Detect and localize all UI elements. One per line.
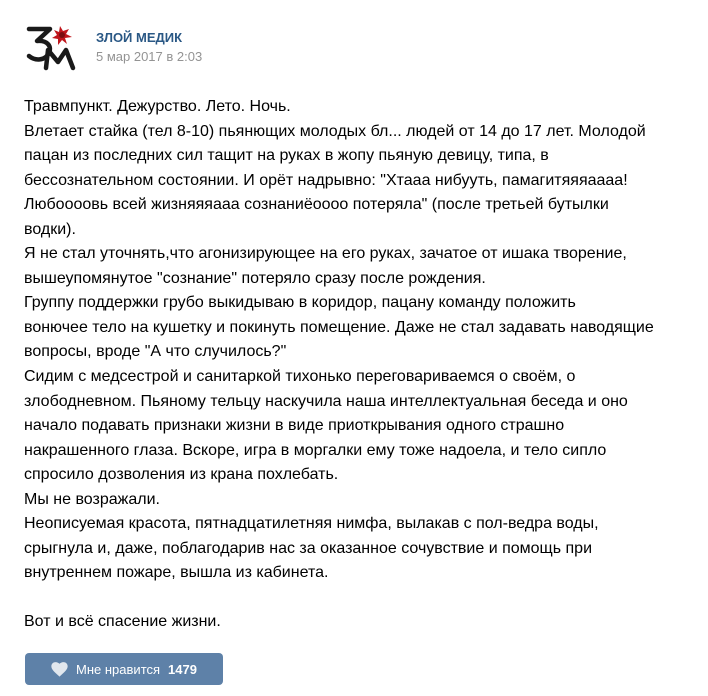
like-label: Мне нравится <box>76 661 161 677</box>
post-line: вышеупомянутое "сознание" потеряло сразу после рождения. <box>24 269 486 287</box>
post-line: срыгнула и, даже, поблагодарив нас за оказанное сочувствие и помощь при <box>24 539 592 557</box>
post-line: вопросы, вроде "А что случилось?" <box>24 343 287 361</box>
like-count: 1479 <box>168 661 197 677</box>
post-date-link[interactable]: 5 мар 2017 в 2:03 <box>96 49 203 64</box>
post-line: бессознательном состоянии. И орёт надрывно: "Хтааа нибууть, памагитяяяаааа! <box>24 171 628 189</box>
post-line: Группу поддержки грубо выкидываю в коридор, пацану команду положить <box>24 294 576 312</box>
post-line: пацан из последних сил тащит на руках в жопу пьяную девицу, типа, в <box>24 147 549 165</box>
author-name-link[interactable]: ЗЛОЙ МЕДИК <box>96 30 183 45</box>
post-closing-line: Вот и всё спасение жизни. <box>24 613 221 631</box>
like-button[interactable] <box>25 653 223 685</box>
post-header <box>24 20 202 74</box>
post-line: Мы не возражали. <box>24 490 160 508</box>
post-line: вонючее тело на кушетку и покинуть помещение. Даже не стал задавать наводящие <box>24 318 654 336</box>
post-line: Сидим с медсестрой и санитаркой тихонько переговариваемся о своём, о <box>24 368 576 386</box>
post-text <box>24 95 694 635</box>
post-line: Любоооовь всей жизняяяааа сознаниёоооо потеряла" (после третьей бутылки <box>24 196 609 214</box>
post-line: Влетает стайка (тел 8-10) пьянющих молодых бл... людей от 14 до 17 лет. Молодой <box>24 122 646 140</box>
post-line: Травмпункт. Дежурство. Лето. Ночь. <box>24 98 291 115</box>
post-line: начало подавать признаки жизни в виде приоткрывания одного страшно <box>24 417 565 435</box>
heart-icon <box>51 662 68 677</box>
paragraph-gap <box>24 586 694 611</box>
post-line: накрашенного глаза. Вскоре, игра в моргалки ему тоже надоела, и тело сипло <box>24 441 607 459</box>
post-line: Неописуемая красота, пятнадцатилетняя нимфа, вылакав с пол-ведра воды, <box>24 515 599 533</box>
post-line: Я не стал уточнять,что агонизирующее на его руках, зачатое от ишака творение, <box>24 245 627 263</box>
post-line: внутреннем пожаре, вышла из кабинета. <box>24 564 329 582</box>
post-meta <box>96 20 202 74</box>
post-line: злободневном. Пьяному тельцу наскучила наша интеллектуальная беседа и оно <box>24 392 628 410</box>
post-line: водки). <box>24 220 76 238</box>
post-line: спросило дозволения из крана похлебать. <box>24 466 339 484</box>
avatar[interactable] <box>24 20 78 74</box>
